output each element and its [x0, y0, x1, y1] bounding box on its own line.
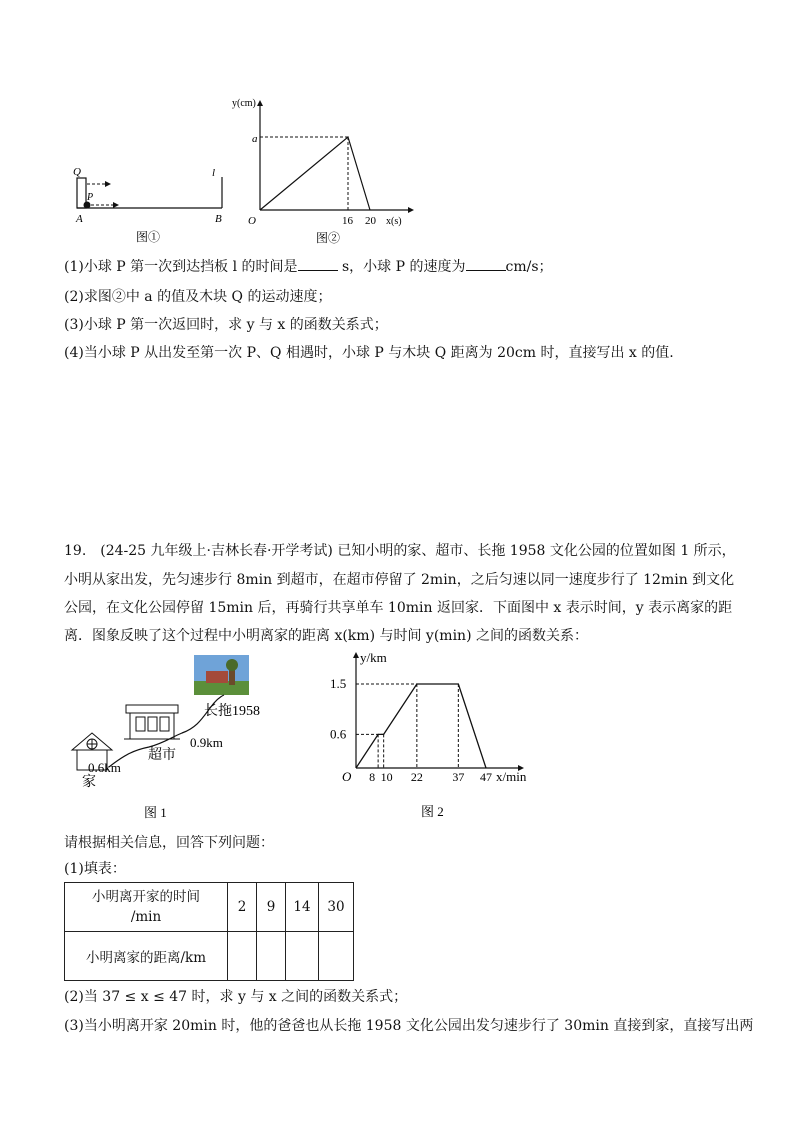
label-b: B: [215, 213, 222, 225]
figure-1-track: [60, 160, 230, 245]
x-tick-label: 8: [369, 770, 376, 784]
q19-part-2: (2)当 37 ≤ x ≤ 47 时，求 y 与 x 之间的函数关系式；: [64, 989, 408, 1005]
x-tick-label: 10: [380, 770, 393, 784]
tick-16: 16: [342, 215, 353, 227]
park-label: 长拖1958: [204, 704, 260, 719]
label-q: Q: [73, 166, 81, 178]
row2-header: 小明离家的距离/km: [65, 932, 228, 981]
time-cell: 30: [319, 883, 354, 932]
table-row: [65, 932, 354, 981]
y-tick-label: 1.5: [330, 676, 347, 691]
label-p: P: [87, 192, 94, 203]
figure-1-caption: 图①: [136, 230, 161, 244]
series-line: [356, 684, 486, 768]
distance-time-chart: [318, 650, 548, 825]
q19-line-4: 离．图象反映了这个过程中小明离家的距离 x(km) 与时间 y(min) 之间的函数关系：: [64, 628, 588, 644]
home-label: 家: [82, 775, 96, 790]
chart-origin: O: [342, 769, 352, 784]
fill-table: [64, 882, 354, 981]
answer-cell[interactable]: [319, 932, 354, 981]
x-tick-label: 47: [480, 770, 492, 784]
question-part-2: (2)求图②中 a 的值及木块 Q 的运动速度；: [64, 289, 332, 305]
q19-line-2: 小明从家出发，先匀速步行 8min 到超市，在超市停留了 2min，之后匀速以同一速度步行了 12min 到文化: [64, 572, 735, 588]
chart-x-label: x/min: [496, 769, 527, 784]
x-tick-label: 22: [410, 770, 423, 784]
fill-table-intro: (1)填表：: [64, 861, 126, 877]
time-cell: 14: [286, 883, 319, 932]
supermarket-icon: [124, 705, 180, 739]
answer-cell[interactable]: [228, 932, 257, 981]
answer-blank-time[interactable]: [298, 258, 338, 271]
time-cell: 2: [228, 883, 257, 932]
answer-cell[interactable]: [286, 932, 319, 981]
figure-2-caption: 图②: [316, 231, 341, 245]
map-caption: 图 1: [144, 805, 167, 820]
q19-part-3: (3)当小明离开家 20min 时，他的爸爸也从长拖 1958 文化公园出发匀速步行了 30min 直接到家，直接写出两: [64, 1018, 754, 1034]
distance-1: 0.6km: [88, 760, 121, 775]
chart-y-label: y/km: [360, 650, 387, 665]
label-l: l: [212, 167, 216, 179]
figure-2-graph: [230, 92, 420, 247]
tick-20: 20: [365, 215, 376, 227]
x-tick-label: 37: [452, 770, 465, 784]
origin-label: O: [248, 215, 256, 227]
label-a: A: [76, 213, 83, 225]
q19-line-3: 公园，在文化公园停留 15min 后，再骑行共享单车 10min 返回家．下面图中 x 表示时间，y 表示离家的距: [64, 600, 733, 616]
chart-caption: 图 2: [421, 804, 444, 819]
time-cell: 9: [257, 883, 286, 932]
x-axis-label: x(s): [386, 216, 402, 227]
question-part-4: (4)当小球 P 从出发至第一次 P、Q 相遇时，小球 P 与木块 Q 距离为 20cm 时，直接写出 x 的值.: [64, 345, 674, 361]
answer-blank-speed[interactable]: [466, 258, 506, 271]
market-label: 超市: [148, 748, 176, 763]
answer-cell[interactable]: [257, 932, 286, 981]
table-row: [65, 883, 354, 932]
q19-line-1: 19. (24-25 九年级上·吉林长春·开学考试) 已知小明的家、超市、长拖 1958 文化公园的位置如图 1 所示，: [64, 543, 736, 559]
map-figure: [64, 655, 294, 825]
prompt-text: 请根据相关信息，回答下列问题：: [64, 835, 274, 851]
row1-header: 小明离开家的时间 /min: [65, 883, 228, 932]
question-part-3: (3)小球 P 第一次返回时，求 y 与 x 的函数关系式；: [64, 317, 388, 333]
distance-2: 0.9km: [190, 735, 223, 750]
y-axis-label: y(cm): [232, 98, 256, 109]
label-a-value: a: [252, 133, 258, 145]
park-photo-icon: [194, 655, 249, 695]
question-part-1: (1)小球 P 第一次到达挡板 l 的时间是 s，小球 P 的速度为 cm/s；: [64, 259, 553, 275]
y-tick-label: 0.6: [330, 726, 347, 742]
